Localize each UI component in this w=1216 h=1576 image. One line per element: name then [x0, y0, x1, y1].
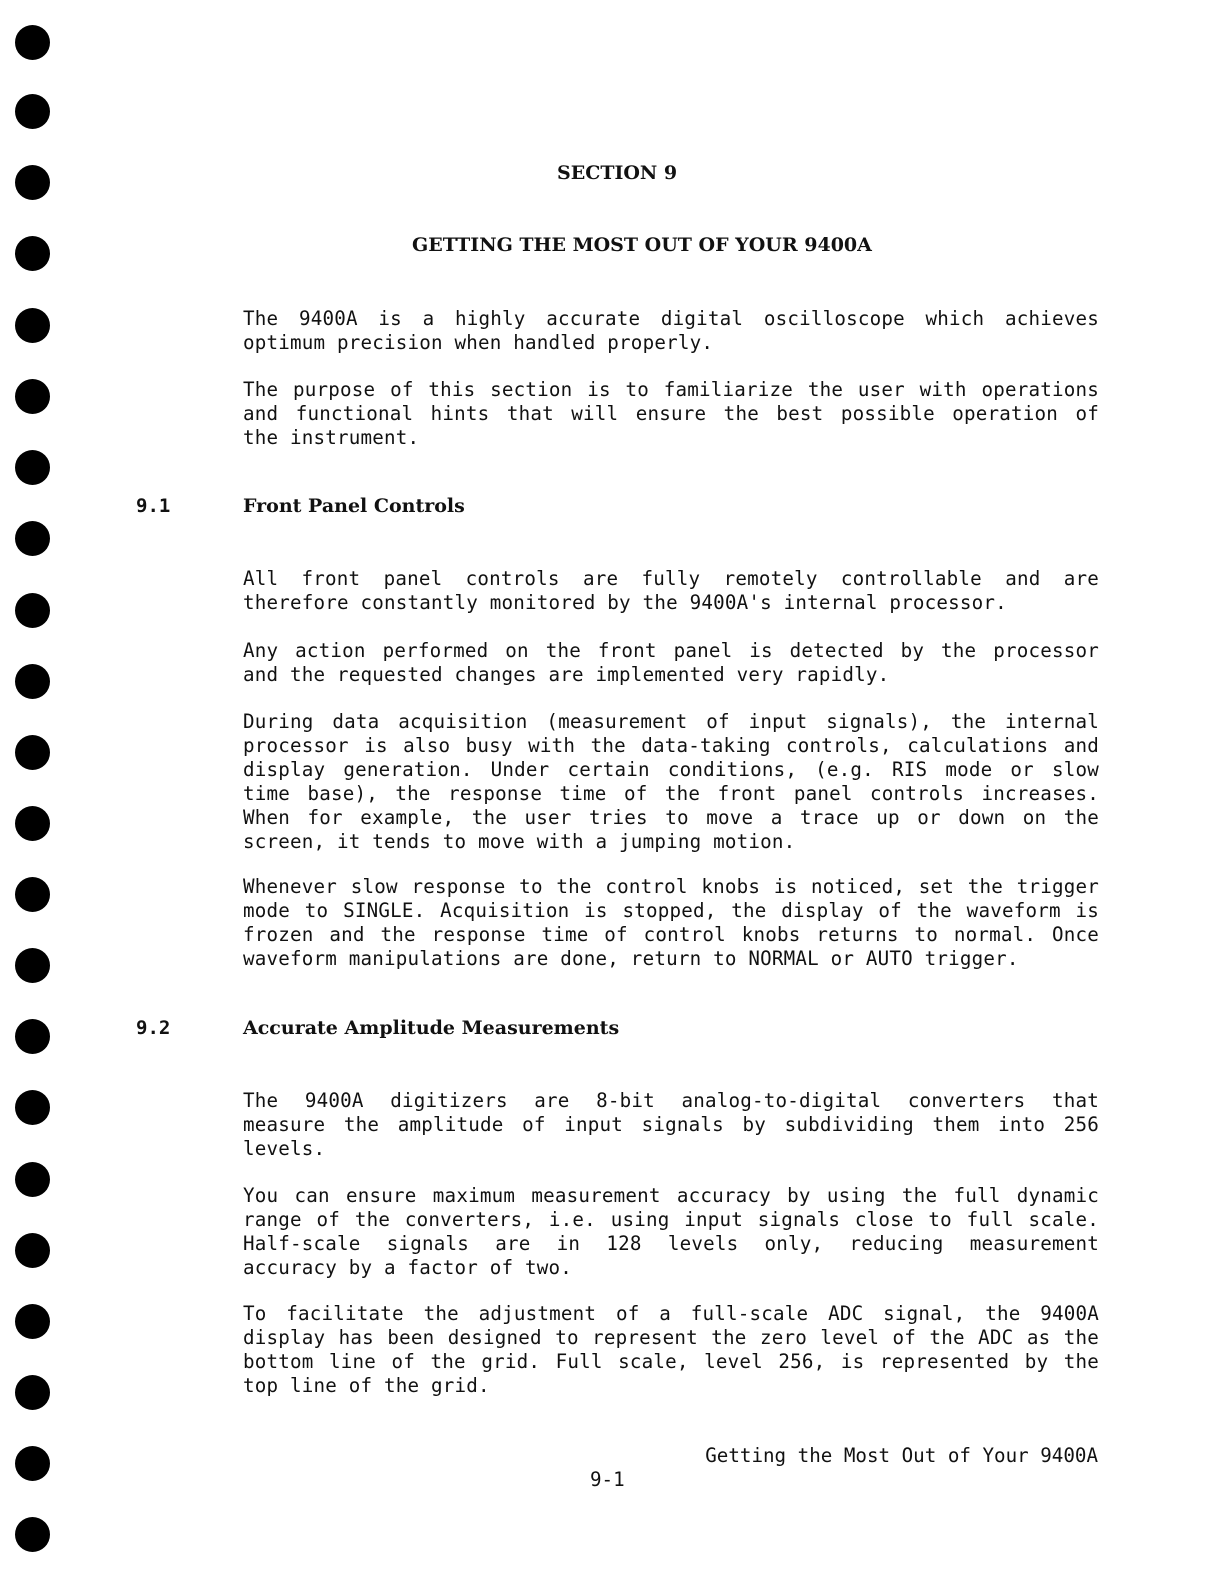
section-number: 9.2	[136, 1017, 171, 1039]
text-line: measure the amplitude of input signals by subdividing them into 256	[243, 1113, 1099, 1136]
binder-hole	[15, 664, 50, 699]
binder-hole	[15, 735, 50, 770]
intro-paragraph	[243, 378, 1099, 450]
binder-hole	[15, 806, 50, 841]
intro-paragraph	[243, 307, 1099, 355]
binder-hole	[15, 1162, 50, 1197]
binder-hole	[15, 94, 50, 129]
text-line: All front panel controls are fully remotely controllable and are	[243, 567, 1099, 590]
binder-hole	[15, 236, 50, 271]
text-line: Half-scale signals are in 128 levels only, reducing measurement	[243, 1232, 1099, 1255]
binder-hole	[15, 1304, 50, 1339]
text-line: Whenever slow response to the control knobs is noticed, set the trigger	[243, 875, 1099, 898]
body-paragraph	[243, 1089, 1099, 1161]
running-footer-title: Getting the Most Out of Your 9400A	[705, 1444, 1098, 1467]
binder-hole	[15, 308, 50, 343]
page-title: GETTING THE MOST OUT OF YOUR 9400A	[412, 234, 872, 256]
text-line: therefore constantly monitored by the 9400A's internal processor.	[243, 591, 1007, 614]
text-line: To facilitate the adjustment of a full-scale ADC signal, the 9400A	[243, 1302, 1099, 1325]
section-title: Front Panel Controls	[243, 495, 465, 517]
body-paragraph	[243, 1184, 1099, 1280]
text-line: screen, it tends to move with a jumping motion.	[243, 830, 796, 853]
text-line: and functional hints that will ensure the best possible operation of	[243, 402, 1099, 425]
section-title: Accurate Amplitude Measurements	[243, 1017, 620, 1039]
text-line: When for example, the user tries to move a trace up or down on the	[243, 806, 1099, 829]
section-label: SECTION 9	[557, 162, 678, 184]
binder-hole	[15, 948, 50, 983]
text-line: the instrument.	[243, 426, 420, 449]
binder-hole	[15, 521, 50, 556]
body-paragraph	[243, 567, 1099, 615]
text-line: Any action performed on the front panel is detected by the processor	[243, 639, 1099, 662]
binder-hole	[15, 450, 50, 485]
text-line: During data acquisition (measurement of input signals), the internal	[243, 710, 1099, 733]
text-line: processor is also busy with the data-taking controls, calculations and	[243, 734, 1099, 757]
binder-hole	[15, 593, 50, 628]
text-line: mode to SINGLE. Acquisition is stopped, the display of the waveform is	[243, 899, 1099, 922]
text-line: frozen and the response time of control knobs returns to normal. Once	[243, 923, 1099, 946]
text-line: top line of the grid.	[243, 1374, 490, 1397]
binder-hole	[15, 1446, 50, 1481]
binder-hole	[15, 1375, 50, 1410]
text-line: The purpose of this section is to familiarize the user with operations	[243, 378, 1099, 401]
text-line: bottom line of the grid. Full scale, level 256, is represented by the	[243, 1350, 1099, 1373]
text-line: display generation. Under certain conditions, (e.g. RIS mode or slow	[243, 758, 1099, 781]
page-number: 9-1	[590, 1468, 625, 1491]
text-line: accuracy by a factor of two.	[243, 1256, 573, 1279]
binder-holes	[0, 0, 80, 1576]
section-number: 9.1	[136, 495, 171, 517]
binder-hole	[15, 877, 50, 912]
text-line: The 9400A is a highly accurate digital oscilloscope which achieves	[243, 307, 1099, 330]
binder-hole	[15, 165, 50, 200]
text-line: waveform manipulations are done, return to NORMAL or AUTO trigger.	[243, 947, 1019, 970]
body-paragraph	[243, 875, 1099, 971]
text-line: range of the converters, i.e. using input signals close to full scale.	[243, 1208, 1099, 1231]
binder-hole	[15, 1090, 50, 1125]
binder-hole	[15, 379, 50, 414]
text-line: You can ensure maximum measurement accuracy by using the full dynamic	[243, 1184, 1099, 1207]
binder-hole	[15, 1019, 50, 1054]
body-paragraph	[243, 710, 1099, 854]
body-paragraph	[243, 639, 1099, 687]
text-line: levels.	[243, 1137, 326, 1160]
body-paragraph	[243, 1302, 1099, 1398]
binder-hole	[15, 25, 50, 60]
text-line: and the requested changes are implemented very rapidly.	[243, 663, 890, 686]
binder-hole	[15, 1517, 50, 1552]
text-line: time base), the response time of the front panel controls increases.	[243, 782, 1099, 805]
text-line: optimum precision when handled properly.	[243, 331, 714, 354]
text-line: display has been designed to represent the zero level of the ADC as the	[243, 1326, 1099, 1349]
text-line: The 9400A digitizers are 8-bit analog-to-digital converters that	[243, 1089, 1099, 1112]
binder-hole	[15, 1233, 50, 1268]
